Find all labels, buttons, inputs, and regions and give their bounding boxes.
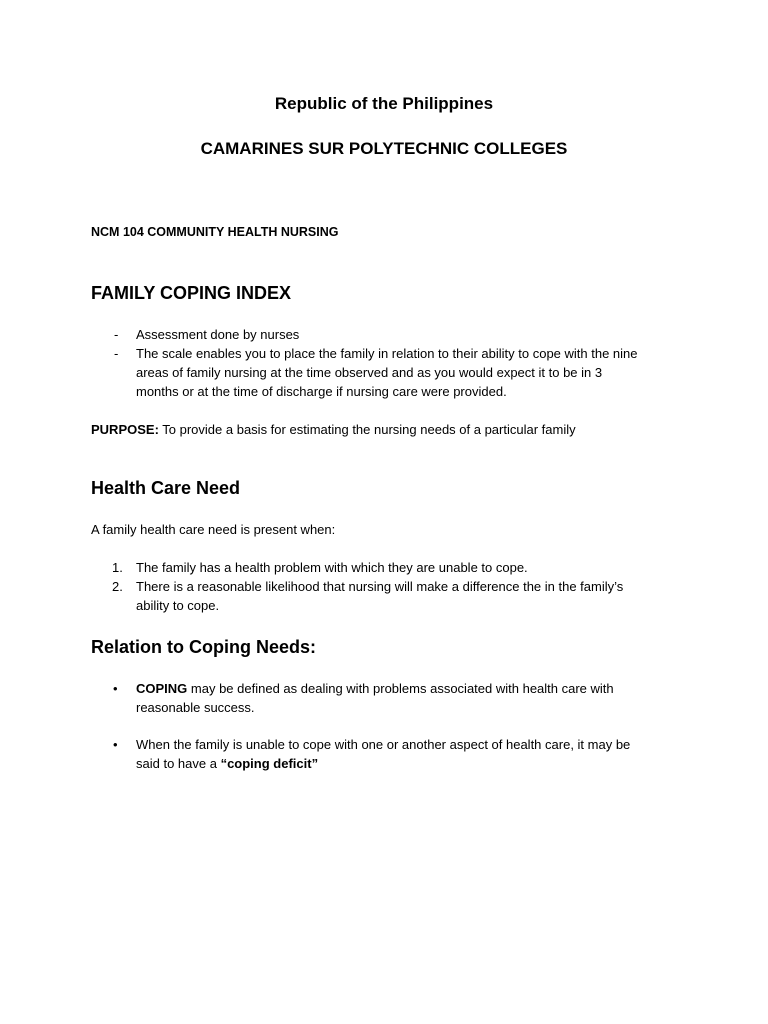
list-item-text: areas of family nursing at the time observed and as you would expect it to be in 3 <box>136 365 603 380</box>
dash-marker: - <box>114 346 119 361</box>
coping-term: COPING <box>136 681 188 696</box>
dash-marker: - <box>114 327 119 342</box>
list-item-text: Assessment done by nurses <box>136 327 300 342</box>
purpose-paragraph <box>91 420 576 439</box>
list-item-text: The scale enables you to place the family in relation to their ability to cope with the nine <box>136 346 638 361</box>
list-item-text: ability to cope. <box>136 598 220 613</box>
list-item-text: COPING may be defined as dealing with problems associated with health care with <box>136 681 614 696</box>
number-marker: 2. <box>112 579 123 594</box>
coping-deficit-term: “coping deficit” <box>220 756 319 771</box>
list-item-text: There is a reasonable likelihood that nursing will make a difference the in the family’s <box>136 579 624 594</box>
list-item-text: months or at the time of discharge if nursing care were provided. <box>136 384 507 399</box>
heading-health-care-need: Health Care Need <box>91 478 241 498</box>
list-item-text: When the family is unable to cope with one or another aspect of health care, it may be <box>136 737 631 752</box>
list-item-text: The family has a health problem with which they are unable to cope. <box>136 560 528 575</box>
list-item-text: reasonable success. <box>136 700 255 715</box>
header-republic: Republic of the Philippines <box>274 94 494 113</box>
purpose-text: To provide a basis for estimating the nursing needs of a particular family <box>158 422 576 437</box>
bullet-icon: • <box>113 681 118 696</box>
health-care-need-intro: A family health care need is present when: <box>91 522 336 537</box>
purpose-label: PURPOSE: <box>91 422 159 437</box>
bullet-icon: • <box>113 737 118 752</box>
list-item-text: said to have a “coping deficit” <box>136 756 319 771</box>
course-title: NCM 104 COMMUNITY HEALTH NURSING <box>91 225 339 239</box>
heading-relation-to-coping-needs: Relation to Coping Needs: <box>91 637 316 657</box>
header-college: CAMARINES SUR POLYTECHNIC COLLEGES <box>200 139 568 158</box>
heading-family-coping-index: FAMILY COPING INDEX <box>91 283 292 303</box>
number-marker: 1. <box>112 560 123 575</box>
